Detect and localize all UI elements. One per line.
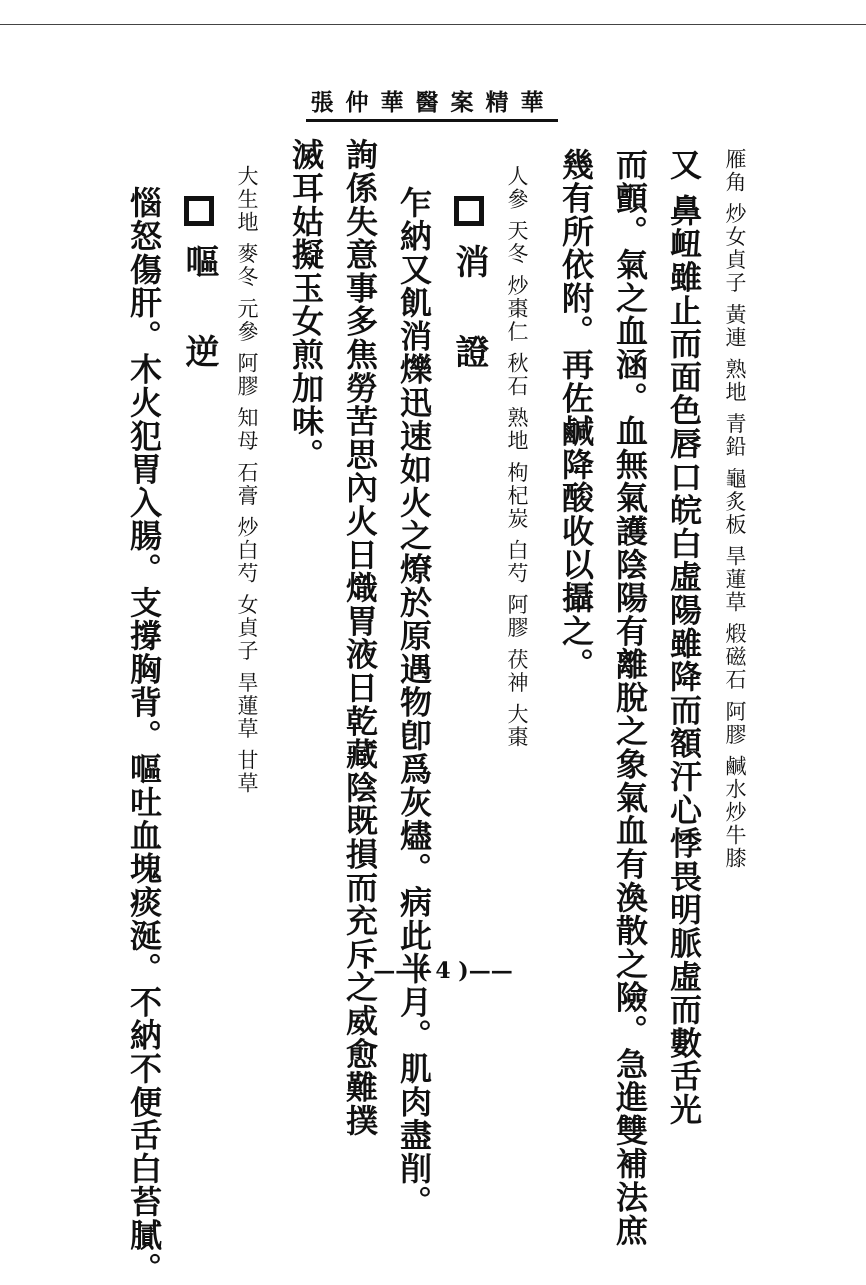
heading-box-icon (454, 196, 484, 226)
page-number: ——( 4 )—— (373, 958, 513, 984)
text-column: 惱怒傷肝。木火犯胃入腸。支撐胸背。嘔吐血塊痰涎。不納不便舌白苔膩。 (125, 186, 163, 1285)
section-title: 消 證 (449, 244, 489, 390)
text-column: 幾有所依附。再佐鹹降酸收以攝之。 (557, 148, 595, 681)
prescription-line: 雁角 炒女貞子 黃連 熟地 青鉛 龜炙板 旱蓮草 煅磁石 阿膠 鹹水炒牛膝 (723, 148, 747, 871)
text-column: 又 鼻衄雖止而面色唇口皖白虛陽雖降而額汗心悸畏明脈虛而數舌光 (665, 148, 703, 1127)
header-rule (306, 119, 558, 122)
section-heading (179, 196, 219, 390)
running-head: 張仲華醫案精華 (310, 89, 556, 116)
prescription-line: 人參 天冬 炒棗仁 秋石 熟地 枸杞炭 白芍 阿膠 茯神 大棗 (505, 165, 529, 750)
heading-box-icon (184, 196, 214, 226)
top-rule (0, 24, 866, 25)
text-column: 滅耳姑擬玉女煎加味。 (287, 138, 325, 471)
prescription-line: 大生地 麥冬 元參 阿膠 知母 石膏 炒白芍 女貞子 旱蓮草 甘草 (235, 165, 259, 796)
section-heading (449, 196, 489, 390)
text-column: 而顫。氣之血涵。血無氣護陰陽有離脫之象氣血有渙散之險。急進雙補法庶 (611, 148, 649, 1247)
text-column: 乍納又飢消爍迅速如火之燎於原遇物卽爲灰燼。病此半月。肌肉盡削。 (395, 186, 433, 1219)
section-title: 嘔 逆 (179, 244, 219, 390)
text-column: 詢係失意事多焦勞苦思內火日熾胃液日乾藏陰既損而充斥之威愈難撲 (341, 138, 379, 1137)
